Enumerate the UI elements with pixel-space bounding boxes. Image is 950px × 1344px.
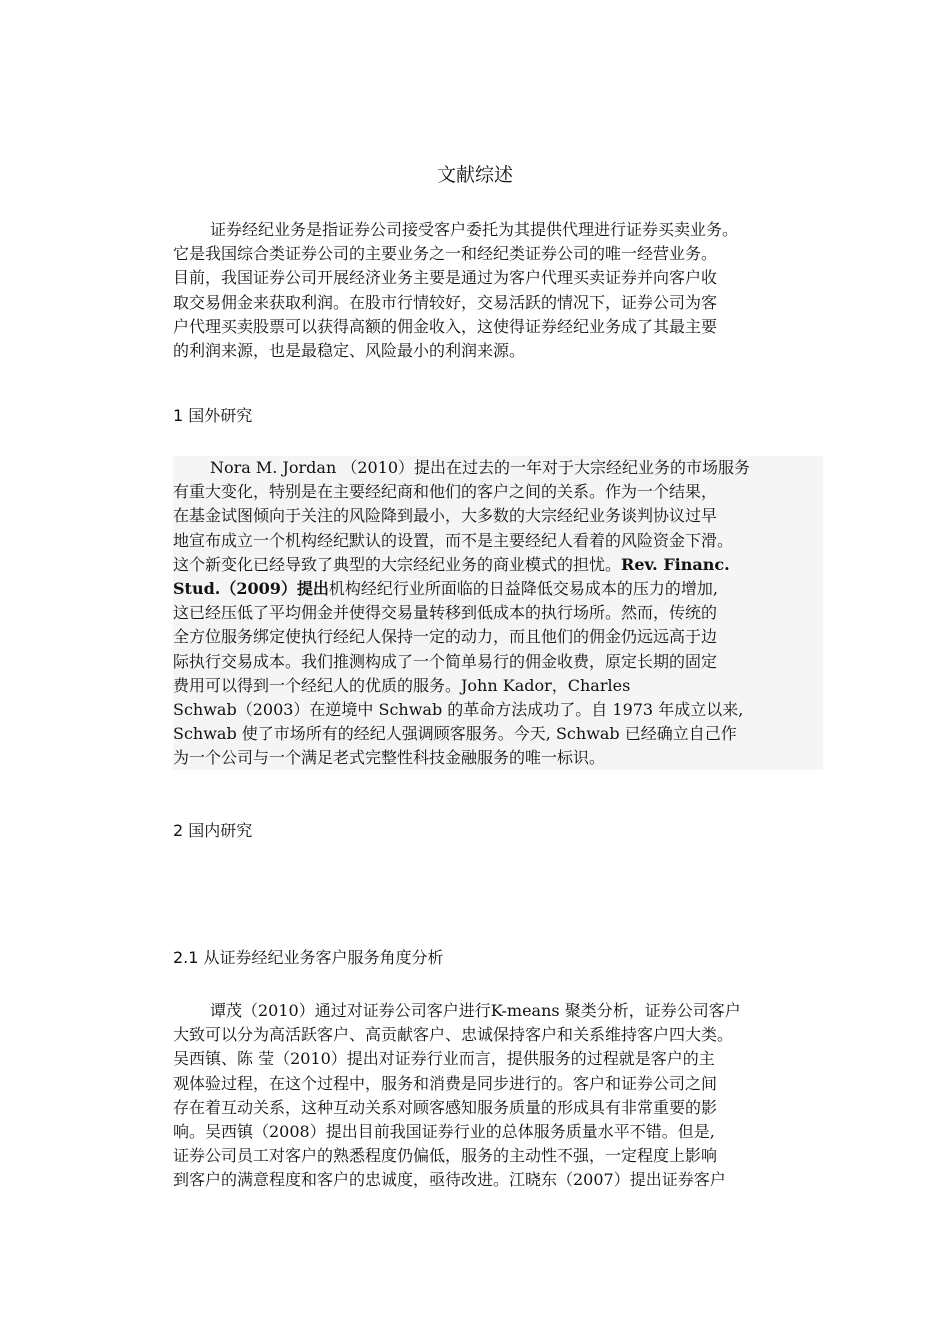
customer-service-paragraph: [173, 999, 843, 1193]
foreign-line-text: 这个新变化已经导致了典型的大宗经纪业务的商业模式的担忧。: [173, 554, 622, 574]
foreign-line: 为一个公司与一个满足老式完整性科技金融服务的唯一标识。: [173, 748, 606, 768]
intro-line: 证券经纪业务是指证券公司接受客户委托为其提供代理进行证券买卖业务。: [210, 220, 739, 239]
domestic-line: 响。吴西镇（2008）提出目前我国证券行业的总体服务质量水平不错。但是,: [173, 1121, 715, 1141]
intro-line: 取交易佣金来获取利润。在股市行情较好，交易活跃的情况下，证券公司为客: [173, 292, 718, 312]
foreign-line-text: 机构经纪行业所面临的日益降低交易成本的压力的增加,: [328, 578, 718, 598]
section-heading-foreign-research: 1 国外研究: [173, 406, 253, 425]
section-heading-domestic-research: 2 国内研究: [173, 821, 253, 840]
foreign-line: 费用可以得到一个经纪人的优质的服务。John Kador，Charles: [173, 675, 631, 695]
intro-line: 目前，我国证券公司开展经济业务主要是通过为客户代理买卖证券并向客户收: [173, 268, 718, 288]
intro-line: 的利润来源，也是最稳定、风险最小的利润来源。: [173, 340, 526, 360]
foreign-line: Schwab 使了市场所有的经纪人强调顾客服务。今天, Schwab 已经确立自己作: [173, 724, 737, 744]
intro-paragraph: [173, 218, 843, 363]
foreign-line: 全方位服务绑定使执行经纪人保持一定的动力，而且他们的佣金仍远远高于边: [173, 627, 718, 647]
foreign-line: 际执行交易成本。我们推测构成了一个简单易行的佣金收费，原定长期的固定: [173, 651, 718, 671]
foreign-research-paragraph: [173, 456, 823, 770]
domestic-line: 大致可以分为高活跃客户、高贡献客户、忠诚保持客户和关系维持客户四大类。: [173, 1025, 734, 1045]
intro-line: 户代理买卖股票可以获得高额的佣金收入，这使得证券经纪业务成了其最主要: [173, 316, 718, 336]
domestic-line: 吴西镇、陈 莹（2010）提出对证券行业而言，提供服务的过程就是客户的主: [173, 1049, 715, 1069]
citation-bold: Stud.（2009）提出: [173, 578, 329, 598]
domestic-line: 到客户的满意程度和客户的忠诚度，亟待改进。江晓东（2007）提出证券客户: [173, 1170, 726, 1190]
foreign-line: [173, 577, 823, 601]
document-title: 文献综述: [436, 164, 513, 186]
foreign-line: Nora M. Jordan （2010）提出在过去的一年对于大宗经纪业务的市场服务: [210, 458, 751, 477]
domestic-line: 存在着互动关系，这种互动关系对顾客感知服务质量的形成具有非常重要的影: [173, 1097, 718, 1117]
domestic-line: 谭茂（2010）通过对证券公司客户进行K-means 聚类分析，证券公司客户: [210, 1001, 741, 1020]
foreign-line: Schwab（2003）在逆境中 Schwab 的革命方法成功了。自 1973 年成立以来,: [173, 699, 744, 719]
intro-line: 它是我国综合类证券公司的主要业务之一和经纪类证券公司的唯一经营业务。: [173, 244, 718, 264]
foreign-line: 在基金试图倾向于关注的风险降到最小，大多数的大宗经纪业务谈判协议过早: [173, 506, 718, 526]
foreign-line: [173, 553, 823, 577]
foreign-line: 地宣布成立一个机构经纪默认的设置，而不是主要经纪人看着的风险资金下滑。: [173, 530, 734, 550]
domestic-line: 观体验过程，在这个过程中，服务和消费是同步进行的。客户和证券公司之间: [173, 1073, 718, 1093]
section-heading-customer-service: 2.1 从证券经纪业务客户服务角度分析: [173, 948, 444, 967]
foreign-line: 有重大变化，特别是在主要经纪商和他们的客户之间的关系。作为一个结果，: [173, 482, 718, 502]
domestic-line: 证券公司员工对客户的熟悉程度仍偏低，服务的主动性不强，一定程度上影响: [173, 1146, 718, 1166]
citation-bold: Rev. Financ.: [621, 554, 730, 574]
foreign-line: 这已经压低了平均佣金并使得交易量转移到低成本的执行场所。然而，传统的: [173, 603, 718, 623]
